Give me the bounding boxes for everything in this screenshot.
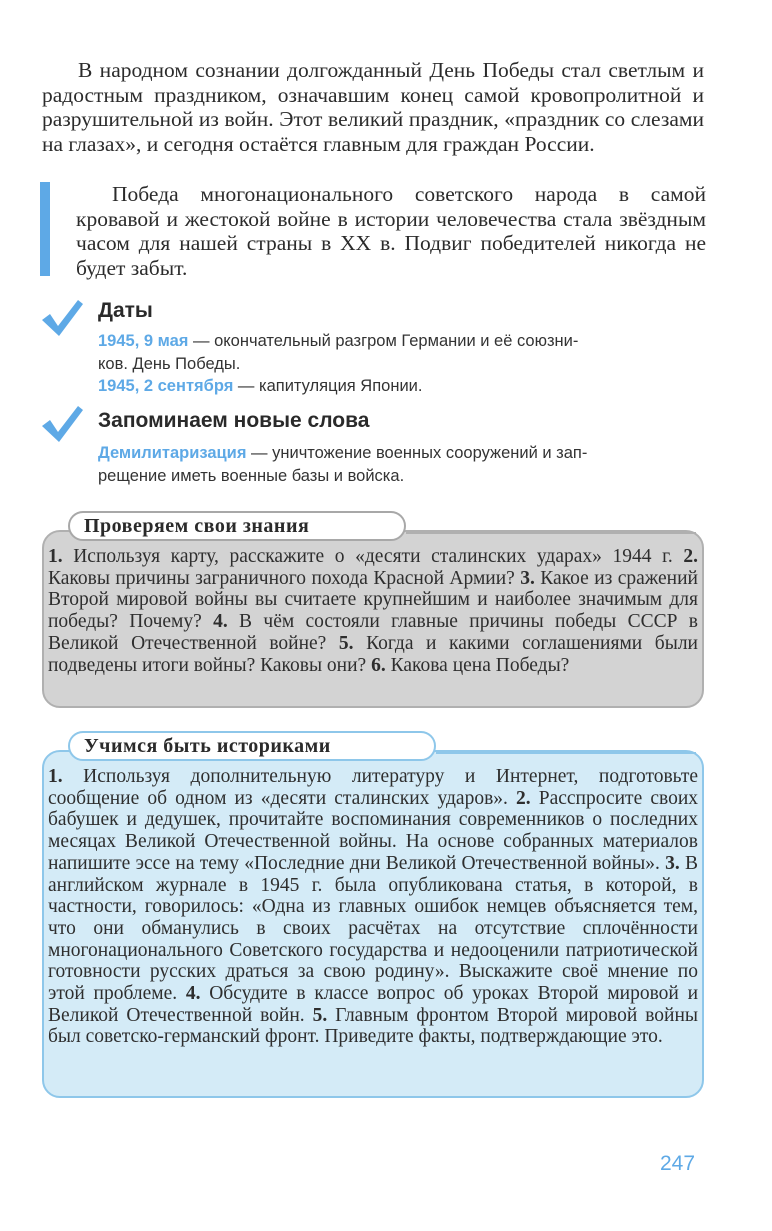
date-description: — окончательный разгром Германии и её союзни- <box>188 332 579 350</box>
dates-list <box>98 330 704 398</box>
divider <box>436 752 696 754</box>
term-definition: — уничтожение военных сооружений и зап- <box>246 444 588 462</box>
check-knowledge-questions: 1. Используя карту, расскажите о «десяти сталинских ударах» 1944 г. 2. Каковы причины заграничного похода Красной Армии? 3. Какое из сражений Второй мировой войны вы считаете крупнейшим и наиболее значимым для победы? Почему? 4. В чём состояли главные причины победы СССР в Великой Отечественной войне? 5. Когда и какими соглашениями были подведены итоги войны? Каковы они? 6. Какова цена Победы? <box>48 546 698 676</box>
term: Демилитаризация <box>98 444 247 462</box>
date-item <box>98 375 704 398</box>
date-item <box>98 330 704 353</box>
check-knowledge-title: Проверяем свои знания <box>68 511 406 541</box>
page-number: 247 <box>660 1152 696 1175</box>
term-definition-continuation: рещение иметь военные базы и войска. <box>98 466 405 485</box>
quote-accent-bar <box>40 182 50 276</box>
historians-tasks: 1. Используя дополнительную литературу и Интернет, подготовьте сообщение об одном из «десяти сталинских ударов». 2. Расспросите своих бабушек и дедушек, прочитайте воспоминания современников о последних месяцах Великой Отечественной войны. На основе собранных материалов напишите эссе на тему «Последние дни Великой Отечественной войны». 3. В английском журнале в 1945 г. была опубликована статья, в которой, в частности, говорилось: «Одна из главных ошибок немцев объясняется тем, что они обманулись в своих расчётах на отсутствие сплочённости многонационального Советского государства и недооценили патриотической готовности русских драться за свою родину». Выскажите своё мнение по этой проблеме. 4. Обсудите в классе вопрос об уроках Второй мировой и Великой Отечественной войн. 5. Главным фронтом Второй мировой войны был советско-германский фронт. Приведите факты, подтверждающие это. <box>48 766 699 1048</box>
dates-title: Даты <box>98 299 153 322</box>
divider <box>406 532 696 534</box>
date-item-continuation: ков. День Победы. <box>98 354 241 373</box>
conclusion-quote: Победа многонационального советского народа в самой кровавой и жестокой войне в истории человечества стала звёздным часом для нашей страны в XX в. Подвиг победителей никогда не будет забыт. <box>76 182 706 280</box>
date-term: 1945, 9 мая <box>98 332 189 350</box>
new-words-definition <box>98 442 704 487</box>
new-words-title: Запоминаем новые слова <box>98 409 370 432</box>
intro-paragraph: В народном сознании долгожданный День Победы стал светлым и радостным праздником, означавшим конец самой кровопролитной и разрушительной из войн. Этот великий праздник, «праздник со слезами на глазах», и сегодня остаётся главным для граждан России. <box>42 58 704 156</box>
date-description: — капитуляция Японии. <box>233 377 423 395</box>
historians-title: Учимся быть историками <box>68 731 436 761</box>
date-term: 1945, 2 сентября <box>98 377 234 395</box>
checkmark-icon <box>40 298 84 338</box>
checkmark-icon <box>40 404 84 444</box>
